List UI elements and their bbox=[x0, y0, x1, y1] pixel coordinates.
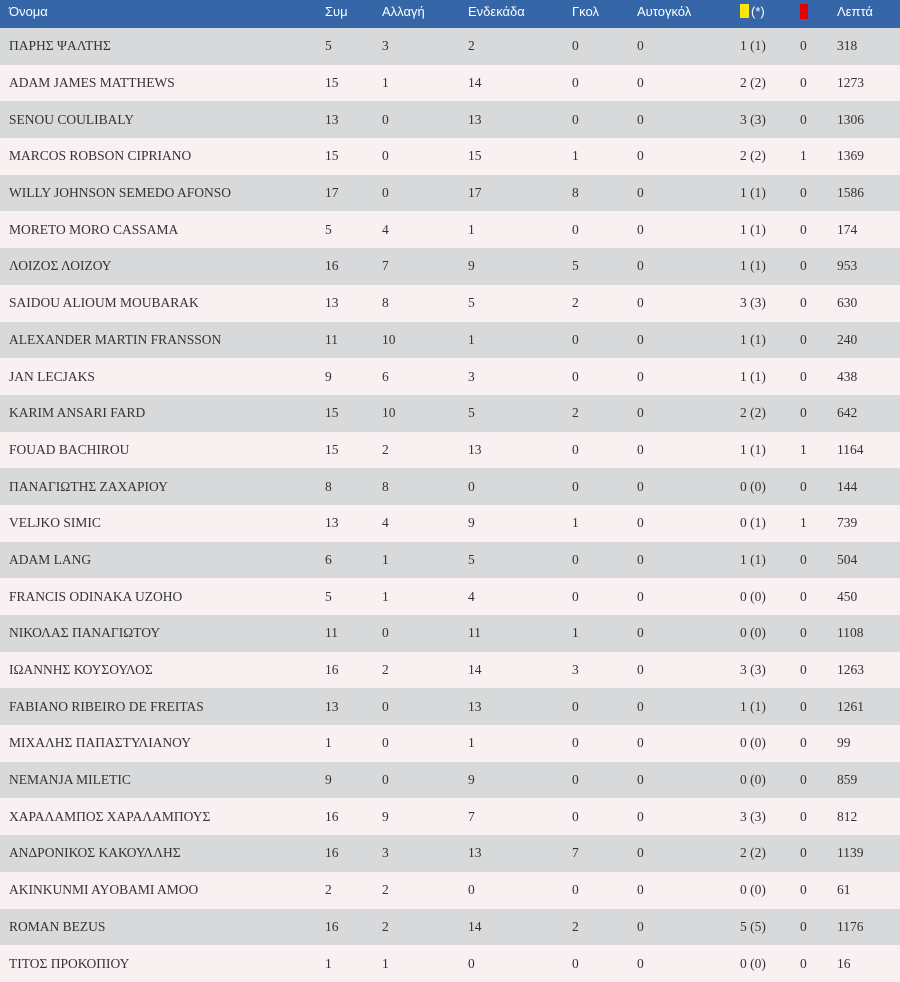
minutes: 1273 bbox=[837, 75, 864, 91]
yellow-cards: 0 (0) bbox=[740, 625, 766, 641]
substitute-apps: 4 bbox=[382, 221, 389, 237]
starting-apps: 13 bbox=[468, 111, 482, 127]
yellow-cards: 3 (3) bbox=[740, 111, 766, 127]
appearances: 5 bbox=[325, 221, 332, 237]
player-name[interactable]: WILLY JOHNSON SEMEDO AFONSO bbox=[9, 185, 232, 201]
player-name[interactable]: SAIDOU ALIOUM MOUBARAK bbox=[9, 295, 199, 311]
starting-apps: 2 bbox=[468, 38, 475, 54]
starting-apps: 15 bbox=[468, 148, 482, 164]
player-name[interactable]: ΛΟΙΖΟΣ ΛΟΙΖΟΥ bbox=[9, 258, 112, 274]
goals: 0 bbox=[572, 808, 579, 824]
goals: 0 bbox=[572, 772, 579, 788]
red-cards: 0 bbox=[800, 625, 807, 641]
table-row bbox=[0, 909, 900, 946]
header-sub[interactable]: Αλλαγή bbox=[382, 4, 425, 19]
starting-apps: 7 bbox=[468, 808, 475, 824]
yellow-cards: 0 (0) bbox=[740, 478, 766, 494]
goals: 1 bbox=[572, 515, 579, 531]
substitute-apps: 4 bbox=[382, 515, 389, 531]
substitute-apps: 0 bbox=[382, 185, 389, 201]
minutes: 1176 bbox=[837, 918, 864, 934]
yellow-cards: 1 (1) bbox=[740, 368, 766, 384]
minutes: 1139 bbox=[837, 845, 864, 861]
substitute-apps: 2 bbox=[382, 662, 389, 678]
starting-apps: 14 bbox=[468, 662, 482, 678]
goals: 3 bbox=[572, 662, 579, 678]
own-goals: 0 bbox=[637, 331, 644, 347]
table-row bbox=[0, 505, 900, 542]
starting-apps: 9 bbox=[468, 515, 475, 531]
substitute-apps: 6 bbox=[382, 368, 389, 384]
goals: 0 bbox=[572, 38, 579, 54]
table-row bbox=[0, 432, 900, 469]
player-name[interactable]: AKINKUNMI AYOBAMI AMOO bbox=[9, 882, 199, 898]
table-header bbox=[0, 0, 900, 28]
own-goals: 0 bbox=[637, 515, 644, 531]
yellow-cards: 1 (1) bbox=[740, 185, 766, 201]
red-cards: 0 bbox=[800, 368, 807, 384]
goals: 0 bbox=[572, 111, 579, 127]
yellow-cards: 3 (3) bbox=[740, 295, 766, 311]
minutes: 630 bbox=[837, 295, 858, 311]
appearances: 9 bbox=[325, 368, 332, 384]
own-goals: 0 bbox=[637, 955, 644, 971]
substitute-apps: 3 bbox=[382, 38, 389, 54]
goals: 0 bbox=[572, 221, 579, 237]
goals: 0 bbox=[572, 882, 579, 898]
goals: 0 bbox=[572, 331, 579, 347]
player-name[interactable]: ADAM LANG bbox=[9, 551, 92, 567]
starting-apps: 11 bbox=[468, 625, 481, 641]
substitute-apps: 0 bbox=[382, 111, 389, 127]
goals: 0 bbox=[572, 698, 579, 714]
appearances: 6 bbox=[325, 551, 332, 567]
table-row bbox=[0, 615, 900, 652]
player-name[interactable]: ΜΙΧΑΛΗΣ ΠΑΠΑΣΤΥΛΙΑΝΟΥ bbox=[9, 735, 192, 751]
red-cards: 0 bbox=[800, 75, 807, 91]
goals: 1 bbox=[572, 148, 579, 164]
own-goals: 0 bbox=[637, 882, 644, 898]
table-row bbox=[0, 798, 900, 835]
starting-apps: 5 bbox=[468, 405, 475, 421]
red-cards: 1 bbox=[800, 441, 807, 457]
goals: 2 bbox=[572, 405, 579, 421]
own-goals: 0 bbox=[637, 625, 644, 641]
yellow-cards: 1 (1) bbox=[740, 221, 766, 237]
table-row bbox=[0, 945, 900, 982]
red-cards: 0 bbox=[800, 38, 807, 54]
header-own-goals[interactable]: Αυτογκόλ bbox=[637, 4, 692, 19]
header-red-cards[interactable] bbox=[800, 0, 808, 28]
minutes: 450 bbox=[837, 588, 858, 604]
player-name[interactable]: ROMAN BEZUS bbox=[9, 918, 106, 934]
red-cards: 0 bbox=[800, 221, 807, 237]
red-cards: 1 bbox=[800, 148, 807, 164]
minutes: 240 bbox=[837, 331, 858, 347]
player-name[interactable]: JAN LECJAKS bbox=[9, 368, 95, 384]
red-cards: 0 bbox=[800, 551, 807, 567]
goals: 0 bbox=[572, 588, 579, 604]
header-name[interactable]: Όνομα bbox=[9, 4, 48, 19]
table-row bbox=[0, 65, 900, 102]
red-cards: 0 bbox=[800, 698, 807, 714]
minutes: 318 bbox=[837, 38, 858, 54]
table-row bbox=[0, 138, 900, 175]
table-row bbox=[0, 652, 900, 689]
appearances: 9 bbox=[325, 772, 332, 788]
red-cards: 0 bbox=[800, 845, 807, 861]
goals: 0 bbox=[572, 368, 579, 384]
own-goals: 0 bbox=[637, 845, 644, 861]
yellow-cards: 0 (0) bbox=[740, 882, 766, 898]
starting-apps: 4 bbox=[468, 588, 475, 604]
own-goals: 0 bbox=[637, 185, 644, 201]
table-row bbox=[0, 211, 900, 248]
header-yellow-cards[interactable] bbox=[740, 0, 765, 28]
table-row bbox=[0, 28, 900, 65]
appearances: 8 bbox=[325, 478, 332, 494]
substitute-apps: 2 bbox=[382, 441, 389, 457]
own-goals: 0 bbox=[637, 772, 644, 788]
minutes: 144 bbox=[837, 478, 858, 494]
table-row bbox=[0, 248, 900, 285]
player-name[interactable]: MORETO MORO CASSAMA bbox=[9, 221, 179, 237]
minutes: 61 bbox=[837, 882, 851, 898]
yellow-cards: 1 (1) bbox=[740, 551, 766, 567]
player-name[interactable]: ΧΑΡΑΛΑΜΠΟΣ ΧΑΡΑΛΑΜΠΟΥΣ bbox=[9, 808, 211, 824]
player-name[interactable]: FRANCIS ODINAKA UZOHO bbox=[9, 588, 183, 604]
header-goals[interactable]: Γκολ bbox=[572, 4, 599, 19]
player-name[interactable]: NEMANJA MILETIC bbox=[9, 772, 131, 788]
yellow-cards: 1 (1) bbox=[740, 258, 766, 274]
own-goals: 0 bbox=[637, 368, 644, 384]
red-cards: 0 bbox=[800, 331, 807, 347]
starting-apps: 14 bbox=[468, 918, 482, 934]
yellow-card-icon bbox=[740, 4, 749, 18]
minutes: 504 bbox=[837, 551, 858, 567]
own-goals: 0 bbox=[637, 441, 644, 457]
appearances: 13 bbox=[325, 111, 339, 127]
substitute-apps: 8 bbox=[382, 478, 389, 494]
starting-apps: 17 bbox=[468, 185, 482, 201]
appearances: 15 bbox=[325, 148, 339, 164]
table-row bbox=[0, 762, 900, 799]
substitute-apps: 10 bbox=[382, 331, 396, 347]
table-row bbox=[0, 725, 900, 762]
goals: 2 bbox=[572, 918, 579, 934]
starting-apps: 1 bbox=[468, 221, 475, 237]
yellow-cards: 2 (2) bbox=[740, 845, 766, 861]
player-name[interactable]: FOUAD BACHIROU bbox=[9, 441, 130, 457]
table-row bbox=[0, 395, 900, 432]
player-name[interactable]: SENOU COULIBALY bbox=[9, 111, 135, 127]
minutes: 953 bbox=[837, 258, 858, 274]
yellow-cards: 1 (1) bbox=[740, 331, 766, 347]
minutes: 1164 bbox=[837, 441, 864, 457]
goals: 0 bbox=[572, 955, 579, 971]
red-cards: 0 bbox=[800, 588, 807, 604]
starting-apps: 0 bbox=[468, 955, 475, 971]
starting-apps: 5 bbox=[468, 551, 475, 567]
table-row bbox=[0, 835, 900, 872]
red-cards: 0 bbox=[800, 772, 807, 788]
red-cards: 0 bbox=[800, 918, 807, 934]
table-row bbox=[0, 688, 900, 725]
own-goals: 0 bbox=[637, 698, 644, 714]
own-goals: 0 bbox=[637, 38, 644, 54]
minutes: 812 bbox=[837, 808, 858, 824]
own-goals: 0 bbox=[637, 148, 644, 164]
table-row bbox=[0, 101, 900, 138]
starting-apps: 9 bbox=[468, 772, 475, 788]
goals: 1 bbox=[572, 625, 579, 641]
player-name[interactable]: ΑΝΔΡΟΝΙΚΟΣ ΚΑΚΟΥΛΛΗΣ bbox=[9, 845, 181, 861]
minutes: 1261 bbox=[837, 698, 864, 714]
own-goals: 0 bbox=[637, 111, 644, 127]
appearances: 13 bbox=[325, 698, 339, 714]
starting-apps: 1 bbox=[468, 735, 475, 751]
red-cards: 1 bbox=[800, 515, 807, 531]
red-cards: 0 bbox=[800, 478, 807, 494]
starting-apps: 3 bbox=[468, 368, 475, 384]
header-yellow-suffix: (*) bbox=[751, 4, 765, 19]
red-cards: 0 bbox=[800, 111, 807, 127]
appearances: 16 bbox=[325, 918, 339, 934]
yellow-cards: 1 (1) bbox=[740, 698, 766, 714]
starting-apps: 5 bbox=[468, 295, 475, 311]
own-goals: 0 bbox=[637, 405, 644, 421]
own-goals: 0 bbox=[637, 478, 644, 494]
minutes: 1108 bbox=[837, 625, 864, 641]
substitute-apps: 2 bbox=[382, 918, 389, 934]
goals: 7 bbox=[572, 845, 579, 861]
appearances: 2 bbox=[325, 882, 332, 898]
red-cards: 0 bbox=[800, 405, 807, 421]
starting-apps: 14 bbox=[468, 75, 482, 91]
appearances: 16 bbox=[325, 258, 339, 274]
substitute-apps: 1 bbox=[382, 955, 389, 971]
table-row bbox=[0, 175, 900, 212]
table-row bbox=[0, 322, 900, 359]
appearances: 17 bbox=[325, 185, 339, 201]
goals: 8 bbox=[572, 185, 579, 201]
red-cards: 0 bbox=[800, 185, 807, 201]
appearances: 15 bbox=[325, 441, 339, 457]
yellow-cards: 0 (1) bbox=[740, 515, 766, 531]
substitute-apps: 0 bbox=[382, 148, 389, 164]
goals: 0 bbox=[572, 478, 579, 494]
minutes: 642 bbox=[837, 405, 858, 421]
yellow-cards: 1 (1) bbox=[740, 441, 766, 457]
table-row bbox=[0, 468, 900, 505]
appearances: 11 bbox=[325, 625, 338, 641]
red-cards: 0 bbox=[800, 258, 807, 274]
table-row bbox=[0, 578, 900, 615]
minutes: 1263 bbox=[837, 662, 864, 678]
substitute-apps: 0 bbox=[382, 625, 389, 641]
appearances: 1 bbox=[325, 955, 332, 971]
header-start[interactable]: Ενδεκάδα bbox=[468, 4, 525, 19]
appearances: 15 bbox=[325, 75, 339, 91]
minutes: 739 bbox=[837, 515, 858, 531]
substitute-apps: 0 bbox=[382, 772, 389, 788]
red-cards: 0 bbox=[800, 735, 807, 751]
minutes: 174 bbox=[837, 221, 858, 237]
starting-apps: 0 bbox=[468, 478, 475, 494]
player-name[interactable]: FABIANO RIBEIRO DE FREITAS bbox=[9, 698, 204, 714]
own-goals: 0 bbox=[637, 221, 644, 237]
table-row bbox=[0, 542, 900, 579]
appearances: 13 bbox=[325, 295, 339, 311]
table-row bbox=[0, 872, 900, 909]
substitute-apps: 9 bbox=[382, 808, 389, 824]
yellow-cards: 0 (0) bbox=[740, 955, 766, 971]
starting-apps: 13 bbox=[468, 441, 482, 457]
player-name[interactable]: ΠΑΝΑΓΙΩΤΗΣ ΖΑΧΑΡΙΟΥ bbox=[9, 478, 168, 494]
minutes: 99 bbox=[837, 735, 851, 751]
goals: 2 bbox=[572, 295, 579, 311]
starting-apps: 0 bbox=[468, 882, 475, 898]
own-goals: 0 bbox=[637, 662, 644, 678]
minutes: 1586 bbox=[837, 185, 864, 201]
substitute-apps: 1 bbox=[382, 551, 389, 567]
player-name[interactable]: ΙΩΑΝΝΗΣ ΚΟΥΣΟΥΛΟΣ bbox=[9, 662, 153, 678]
header-minutes[interactable]: Λεπτά bbox=[837, 4, 873, 19]
appearances: 5 bbox=[325, 38, 332, 54]
yellow-cards: 2 (2) bbox=[740, 148, 766, 164]
player-name[interactable]: ADAM JAMES MATTHEWS bbox=[9, 75, 175, 91]
appearances: 1 bbox=[325, 735, 332, 751]
minutes: 859 bbox=[837, 772, 858, 788]
own-goals: 0 bbox=[637, 258, 644, 274]
own-goals: 0 bbox=[637, 918, 644, 934]
own-goals: 0 bbox=[637, 551, 644, 567]
yellow-cards: 2 (2) bbox=[740, 75, 766, 91]
goals: 0 bbox=[572, 75, 579, 91]
own-goals: 0 bbox=[637, 295, 644, 311]
substitute-apps: 3 bbox=[382, 845, 389, 861]
own-goals: 0 bbox=[637, 75, 644, 91]
appearances: 16 bbox=[325, 662, 339, 678]
minutes: 1306 bbox=[837, 111, 864, 127]
minutes: 16 bbox=[837, 955, 851, 971]
substitute-apps: 8 bbox=[382, 295, 389, 311]
player-name[interactable]: KARIM ANSARI FARD bbox=[9, 405, 146, 421]
table-row bbox=[0, 358, 900, 395]
yellow-cards: 0 (0) bbox=[740, 735, 766, 751]
player-name[interactable]: VELJKO SIMIC bbox=[9, 515, 101, 531]
header-apps[interactable]: Συμ bbox=[325, 4, 348, 19]
goals: 5 bbox=[572, 258, 579, 274]
appearances: 16 bbox=[325, 845, 339, 861]
yellow-cards: 3 (3) bbox=[740, 808, 766, 824]
appearances: 5 bbox=[325, 588, 332, 604]
red-cards: 0 bbox=[800, 955, 807, 971]
yellow-cards: 0 (0) bbox=[740, 772, 766, 788]
starting-apps: 9 bbox=[468, 258, 475, 274]
substitute-apps: 2 bbox=[382, 882, 389, 898]
goals: 0 bbox=[572, 441, 579, 457]
own-goals: 0 bbox=[637, 588, 644, 604]
starting-apps: 1 bbox=[468, 331, 475, 347]
appearances: 13 bbox=[325, 515, 339, 531]
goals: 0 bbox=[572, 551, 579, 567]
yellow-cards: 2 (2) bbox=[740, 405, 766, 421]
red-cards: 0 bbox=[800, 662, 807, 678]
red-cards: 0 bbox=[800, 295, 807, 311]
red-card-icon bbox=[800, 4, 808, 19]
appearances: 11 bbox=[325, 331, 338, 347]
minutes: 438 bbox=[837, 368, 858, 384]
substitute-apps: 0 bbox=[382, 735, 389, 751]
appearances: 15 bbox=[325, 405, 339, 421]
player-name[interactable]: MARCOS ROBSON CIPRIANO bbox=[9, 148, 192, 164]
minutes: 1369 bbox=[837, 148, 864, 164]
yellow-cards: 5 (5) bbox=[740, 918, 766, 934]
substitute-apps: 1 bbox=[382, 588, 389, 604]
player-name[interactable]: ΠΑΡΗΣ ΨΑΛΤΗΣ bbox=[9, 38, 111, 54]
yellow-cards: 3 (3) bbox=[740, 662, 766, 678]
own-goals: 0 bbox=[637, 735, 644, 751]
red-cards: 0 bbox=[800, 882, 807, 898]
player-name[interactable]: ΝΙΚΟΛΑΣ ΠΑΝΑΓΙΩΤΟΥ bbox=[9, 625, 161, 641]
substitute-apps: 7 bbox=[382, 258, 389, 274]
substitute-apps: 0 bbox=[382, 698, 389, 714]
substitute-apps: 10 bbox=[382, 405, 396, 421]
appearances: 16 bbox=[325, 808, 339, 824]
own-goals: 0 bbox=[637, 808, 644, 824]
table-row bbox=[0, 285, 900, 322]
yellow-cards: 0 (0) bbox=[740, 588, 766, 604]
starting-apps: 13 bbox=[468, 698, 482, 714]
goals: 0 bbox=[572, 735, 579, 751]
starting-apps: 13 bbox=[468, 845, 482, 861]
red-cards: 0 bbox=[800, 808, 807, 824]
substitute-apps: 1 bbox=[382, 75, 389, 91]
yellow-cards: 1 (1) bbox=[740, 38, 766, 54]
player-name[interactable]: ΤΙΤΟΣ ΠΡΟΚΟΠΙΟΥ bbox=[9, 955, 130, 971]
player-name[interactable]: ALEXANDER MARTIN FRANSSON bbox=[9, 331, 222, 347]
